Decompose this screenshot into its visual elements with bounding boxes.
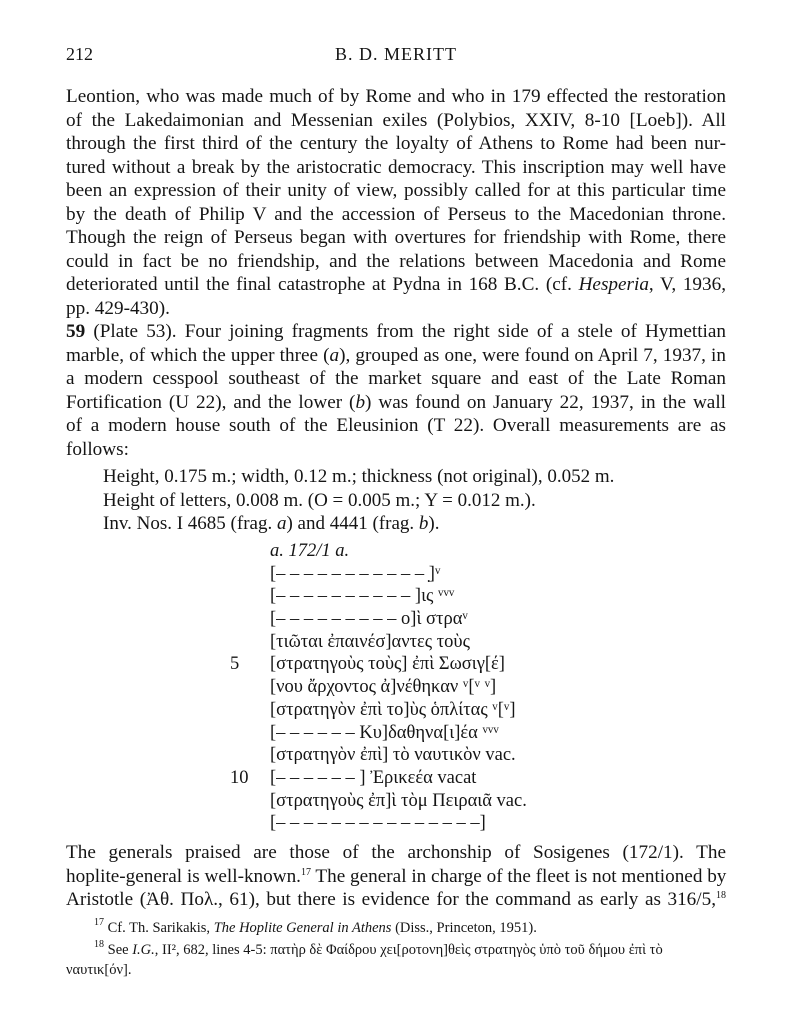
text-line: been an expression of their unity of view, possibly called for at this particular time (66, 180, 726, 201)
text-segment: Fortification (U 22), and the lower ( (66, 391, 356, 413)
text-line: Though the reign of Perseus began with overtures for friendship with Rome, there (66, 227, 726, 248)
frag-label: a (329, 344, 340, 366)
text-line: The generals praised are those of the archonship of Sosigenes (172/1). The (66, 842, 726, 863)
text-line: through the first third of the century the loyalty of Athens to Rome had been nur- (66, 133, 726, 154)
text-line: by the death of Philip V and the accession of Perseus to the Macedonian throne. (66, 203, 726, 225)
footnote-text: See (104, 942, 133, 958)
measurement-line (103, 512, 723, 536)
page-header (66, 44, 726, 68)
footnote-18 (66, 940, 726, 980)
cited-title: The Hoplite General in Athens (213, 920, 392, 936)
text-line (66, 344, 726, 368)
footnote-line: ναυτικ[όν]. (66, 962, 132, 978)
greek-text: [– – – – – – Κυ]δαθηνα[ι]έα ᵛᵛᵛ (270, 722, 499, 743)
text-line: of the Lakedaimonian and Messenian exiles (Polybios, XXIV, 8-10 [Loeb]). All (66, 109, 726, 131)
greek-text: [– – – – – – – – – ο]ὶ στραᵛ (270, 609, 468, 630)
cited-work: I.G. (132, 942, 155, 958)
inscription-heading-row (230, 540, 650, 563)
page-number: 212 (66, 44, 93, 64)
text-segment: (Plate 53). Four joining fragments from the right side of a stele of Hymettian (85, 321, 726, 342)
footnote-text: Cf. Th. Sarikakis, (104, 920, 214, 936)
text-line: of a modern house south of the Eleusinion (T 22). Overall measurements are as (66, 415, 726, 436)
inscription-line (230, 631, 650, 654)
text-line: pp. 429-430). (66, 297, 170, 319)
text-line (66, 888, 726, 912)
text-line: tured without a break by the aristocratic democracy. This inscription may well have (66, 156, 726, 178)
text-segment: ) was found on January 22, 1937, in the wall (365, 391, 726, 413)
measurements-block (103, 465, 723, 536)
footnote-mark: 17 (94, 917, 104, 928)
greek-text: [– – – – – – – – – – ]ις ᵛᵛᵛ (270, 586, 455, 607)
text-segment: , V, 1936, (648, 274, 726, 295)
footnote-text: (Diss., Princeton, 1951). (391, 920, 537, 936)
text-segment: The general in charge of the fleet is not mentioned by (310, 865, 727, 887)
inscription-line (230, 722, 650, 745)
footnote-text: , II², 682, lines 4-5: πατὴρ δὲ Φαίδρου χει[ροτονη]θεὶς στρατηγὸς ὑπὸ τοῦ δήμου ἐπὶ τὸ (154, 942, 663, 958)
measurement-line: Height of letters, 0.008 m. (O = 0.005 m.; Y = 0.012 m.). (103, 489, 536, 511)
entry-number: 59 (66, 321, 86, 342)
text-line: Leontion, who was made much of by Rome and who in 179 effected the restoration (66, 86, 726, 107)
inscription-line (230, 812, 650, 835)
inscription-date: a. 172/1 a. (270, 541, 350, 561)
inscription-line (230, 744, 650, 767)
inscription-line (230, 676, 650, 699)
line-number: 10 (230, 767, 249, 788)
running-title: B. D. MERITT (335, 44, 457, 64)
text-segment: Inv. Nos. I 4685 (frag. (103, 513, 277, 534)
greek-text: [στρατηγοὺς ἐπ]ὶ τὸμ Πειραιᾶ vac. (270, 790, 527, 811)
frag-label: b (418, 513, 429, 534)
inscription-line (230, 790, 650, 813)
inscription-line (230, 585, 650, 608)
text-line (66, 865, 726, 889)
text-segment: ), grouped as one, were found on April 7, 1937, in (339, 344, 726, 366)
text-segment: Aristotle (Ἀθ. Πολ., 61), but there is evidence for the command as early as 316/5, (66, 889, 716, 910)
entry-59-description (66, 320, 726, 461)
footnote-mark: 18 (94, 939, 104, 950)
text-segment: deteriorated until the final catastrophe at Pydna in 168 B.C. (cf. (66, 274, 579, 295)
greek-text: [στρατηγοὺς τοὺς] ἐπὶ Σωσιγ[έ] (270, 654, 505, 675)
greek-text: [νου ἄρχοντος ἀ]νέθηκαν ᵛ[ᵛ ᵛ] (270, 677, 497, 698)
text-segment: ). (428, 513, 440, 534)
line-number: 5 (230, 654, 240, 675)
inscription-line (230, 767, 650, 790)
text-line: could in fact be no friendship, and the relations between Macedonia and Rome (66, 250, 726, 272)
text-line: follows: (66, 438, 129, 460)
frag-label: a (276, 513, 287, 534)
measurement-line: Height, 0.175 m.; width, 0.12 m.; thickness (not original), 0.052 m. (103, 466, 615, 487)
inscription-text (230, 540, 650, 835)
inscription-line (230, 653, 650, 676)
paragraph-leontion (66, 85, 726, 320)
greek-text: [– – – – – – – – – – – – – – –] (270, 813, 486, 834)
text-line (66, 391, 726, 415)
greek-text: [στρατηγὸν ἐπὶ] τὸ ναυτικὸν vac. (270, 745, 516, 766)
greek-text: [– – – – – – – – – – – ̣]ᵛ (270, 563, 441, 584)
inscription-line (230, 699, 650, 722)
journal-title: Hesperia (578, 274, 649, 295)
text-line (66, 273, 726, 297)
footnote-ref[interactable]: 17 (300, 866, 311, 878)
text-line (66, 320, 726, 344)
footnote-ref[interactable]: 18 (716, 890, 726, 901)
greek-text: [– – – – – – ] Ἐρικεέα vacat (270, 767, 477, 788)
text-segment: marble, of which the upper three ( (66, 344, 330, 366)
frag-label: b (355, 391, 366, 413)
footnote-line (66, 940, 726, 960)
greek-text: [τιῶται ἐπαινέσ]αντες τοὺς (270, 631, 470, 652)
text-line: a modern cesspool southeast of the market square and east of the Late Roman (66, 368, 726, 389)
inscription-line (230, 563, 650, 586)
greek-text: [στρατηγὸν ἐπὶ το]ὺς ὁπλίτας ᵛ[ᵛ] (270, 699, 516, 720)
text-segment: ) and 4441 (frag. (286, 513, 419, 534)
footnote-17 (66, 918, 726, 938)
paragraph-generals (66, 841, 726, 912)
text-segment: hoplite-general is well-known. (66, 865, 301, 887)
inscription-line (230, 608, 650, 631)
